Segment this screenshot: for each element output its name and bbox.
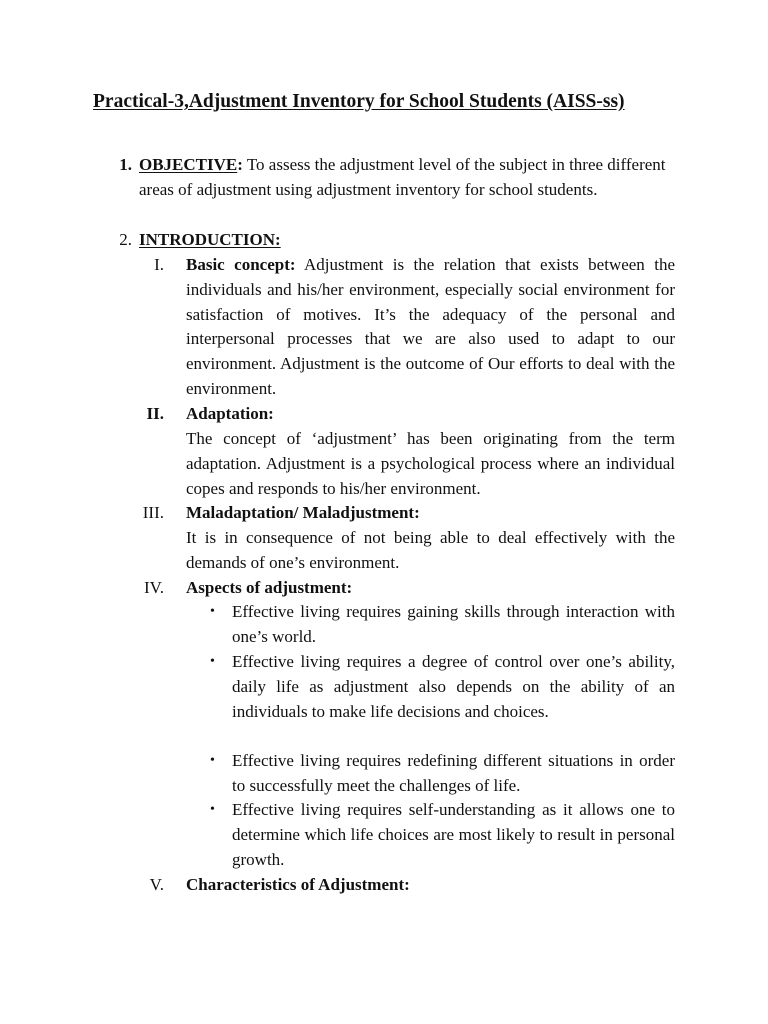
section-5-heading: Characteristics of Adjustment: bbox=[186, 875, 410, 894]
section-4-heading: Aspects of adjustment: bbox=[186, 578, 353, 597]
section-2-numeral: II. bbox=[146, 404, 164, 423]
bullet-icon: • bbox=[210, 802, 215, 817]
section-5-numeral: V. bbox=[149, 875, 164, 894]
section-2-heading: Adaptation: bbox=[186, 404, 274, 423]
aspect-bullet-4: Effective living requires self-understanding as it allows one to determine which life choices are most likely to result in personal growth. bbox=[232, 800, 675, 869]
section-1-text: Adjustment is the relation that exists between the individuals and his/her environment, especially social environment for satisfaction of motives. It’s the adequacy of the personal and interpersonal processes that we are also used to adapt to our environment. Adjustment is the outcome of Our efforts to deal with the environment. bbox=[186, 255, 676, 398]
objective-colon: : bbox=[237, 155, 243, 174]
section-1-paragraph bbox=[186, 253, 675, 402]
section-4-numeral: IV. bbox=[144, 578, 164, 597]
objective-paragraph bbox=[139, 153, 675, 203]
aspect-bullet-1: Effective living requires gaining skills through interaction with one’s world. bbox=[232, 602, 675, 646]
page-title: Practical-3,Adjustment Inventory for School Students (AISS-ss) bbox=[93, 91, 625, 112]
aspect-bullet-2: Effective living requires a degree of control over one’s ability, daily life as adjustment also depends on the ability of an individuals to make life decisions and choices. bbox=[232, 652, 675, 721]
introduction-number: 2. bbox=[119, 230, 132, 249]
section-2-text: The concept of ‘adjustment’ has been originating from the term adaptation. Adjustment is a psychological process where an individual copes and responds to his/her environment. bbox=[186, 429, 675, 498]
section-1-heading: Basic concept: bbox=[186, 255, 296, 274]
bullet-icon: • bbox=[210, 654, 215, 669]
section-3-numeral: III. bbox=[142, 503, 164, 522]
aspect-bullet-3: Effective living requires redefining different situations in order to successfully meet the challenges of life. bbox=[232, 751, 675, 795]
section-3-heading: Maladaptation/ Maladjustment: bbox=[186, 503, 420, 522]
objective-label: OBJECTIVE bbox=[139, 155, 238, 174]
objective-text: To assess the adjustment level of the subject in three different areas of adjustment using adjustment inventory for school students. bbox=[139, 155, 666, 199]
section-1-numeral: I. bbox=[154, 255, 164, 274]
section-3-text: It is in consequence of not being able to deal effectively with the demands of one’s environment. bbox=[186, 528, 675, 572]
bullet-icon: • bbox=[210, 753, 215, 768]
objective-number: 1. bbox=[119, 155, 132, 174]
introduction-heading: INTRODUCTION: bbox=[139, 230, 281, 249]
bullet-icon: • bbox=[210, 604, 215, 619]
